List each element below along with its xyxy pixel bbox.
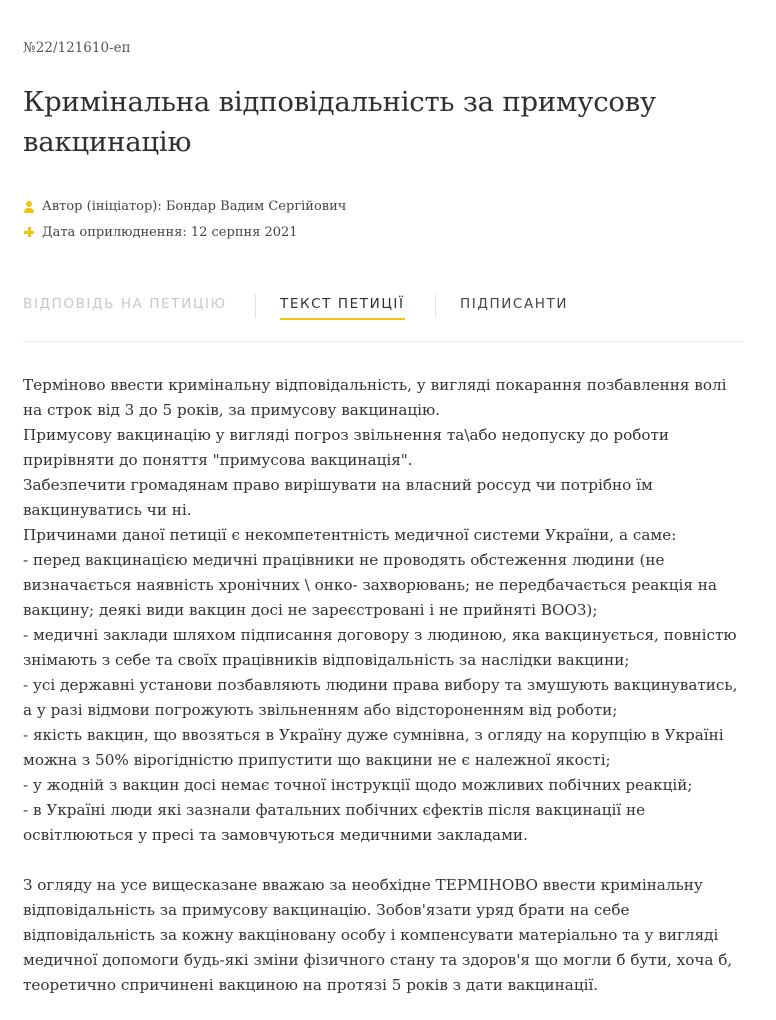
paragraph: Терміново ввести кримінальну відповідальність, у вигляді покарання позбавлення волі на строк від 3 до 5 років, за примусову вакцинацію. <box>23 376 727 419</box>
tab-answer[interactable]: ВІДПОВІДЬ НА ПЕТИЦІЮ <box>23 296 227 312</box>
list-item: - в Україні люди які зазнали фатальних побічних єфектів після вакцинації не освітлюються у пресі та замовчуються медичними закладами. <box>23 801 646 844</box>
tab-signers[interactable]: ПІДПИСАНТИ <box>460 296 569 312</box>
conclusion-paragraph: З огляду на усе вищесказане вважаю за необхідне ТЕРМІНОВО ввести кримінальну відповідальність за примусову вакцинацію. Зобов'язати уряд брати на себе відповідальність за кожну вакціновану особу і компенсувати матеріально та у вигляді медичної допомоги будь-які зміни фізичного стану та здоров'я що могли б бути, хоча б, теоретично спричинені вакциною на протязі 5 років з дати вакцинації. <box>23 876 733 994</box>
list-item: - медичні заклади шляхом підписання договору з людиною, яка вакцинується, повністю знімають з себе та своїх працівників відповідальність за наслідки вакцини; <box>23 626 737 669</box>
tab-petition-text[interactable]: ТЕКСТ ПЕТИЦІЇ <box>280 296 405 320</box>
date-label: Дата оприлюднення: 12 серпня 2021 <box>42 225 298 240</box>
author-label: Автор (ініціатор): Бондар Вадим Сергійович <box>42 199 347 214</box>
list-item: - усі державні установи позбавляють людини права вибору та змушують вакцинуватись, а у разі відмови погрожують звільненням або відстороненням від роботи; <box>23 676 738 719</box>
tabs-separator <box>23 341 743 342</box>
petition-title: Кримінальна відповідальність за примусову вакцинацію <box>23 86 657 158</box>
paragraph-gap <box>23 848 745 873</box>
paragraph: Причинами даної петиції є некомпетентність медичної системи України, а саме: <box>23 526 677 544</box>
list-item: - перед вакцинацією медичні працівники не проводять обстеження людини (не визначається наявність хронічних \ онко- захворювань; не передбачається реакція на вакцину; деякі види вакцин досі не зареєстровані і не прийняті ВООЗ); <box>23 551 717 619</box>
person-icon <box>23 200 35 214</box>
petition-text <box>23 373 745 998</box>
paragraph: Примусову вакцинацію у вигляді погроз звільнення та\або недопуску до роботи прирівняти до поняття "примусова вакцинація". <box>23 426 670 469</box>
list-item: - у жодній з вакцин досі немає точної інструкції щодо можливих побічних реакцій; <box>23 776 693 794</box>
paragraph: Забезпечити громадянам право вирішувати на власний россуд чи потрібно їм вакцинуватись чи ні. <box>23 476 653 519</box>
petition-number: №22/121610-еп <box>23 40 131 56</box>
tab-divider <box>255 294 256 318</box>
petition-date <box>23 225 298 240</box>
petition-tabs <box>23 288 743 328</box>
tab-divider <box>435 294 436 318</box>
list-item: - якість вакцин, що ввозяться в Україну дуже сумнівна, з огляду на корупцію в Україні можна з 50% вірогідністю припустити що вакцини не є належної якості; <box>23 726 724 769</box>
plus-icon <box>23 226 35 240</box>
petition-author <box>23 199 346 214</box>
